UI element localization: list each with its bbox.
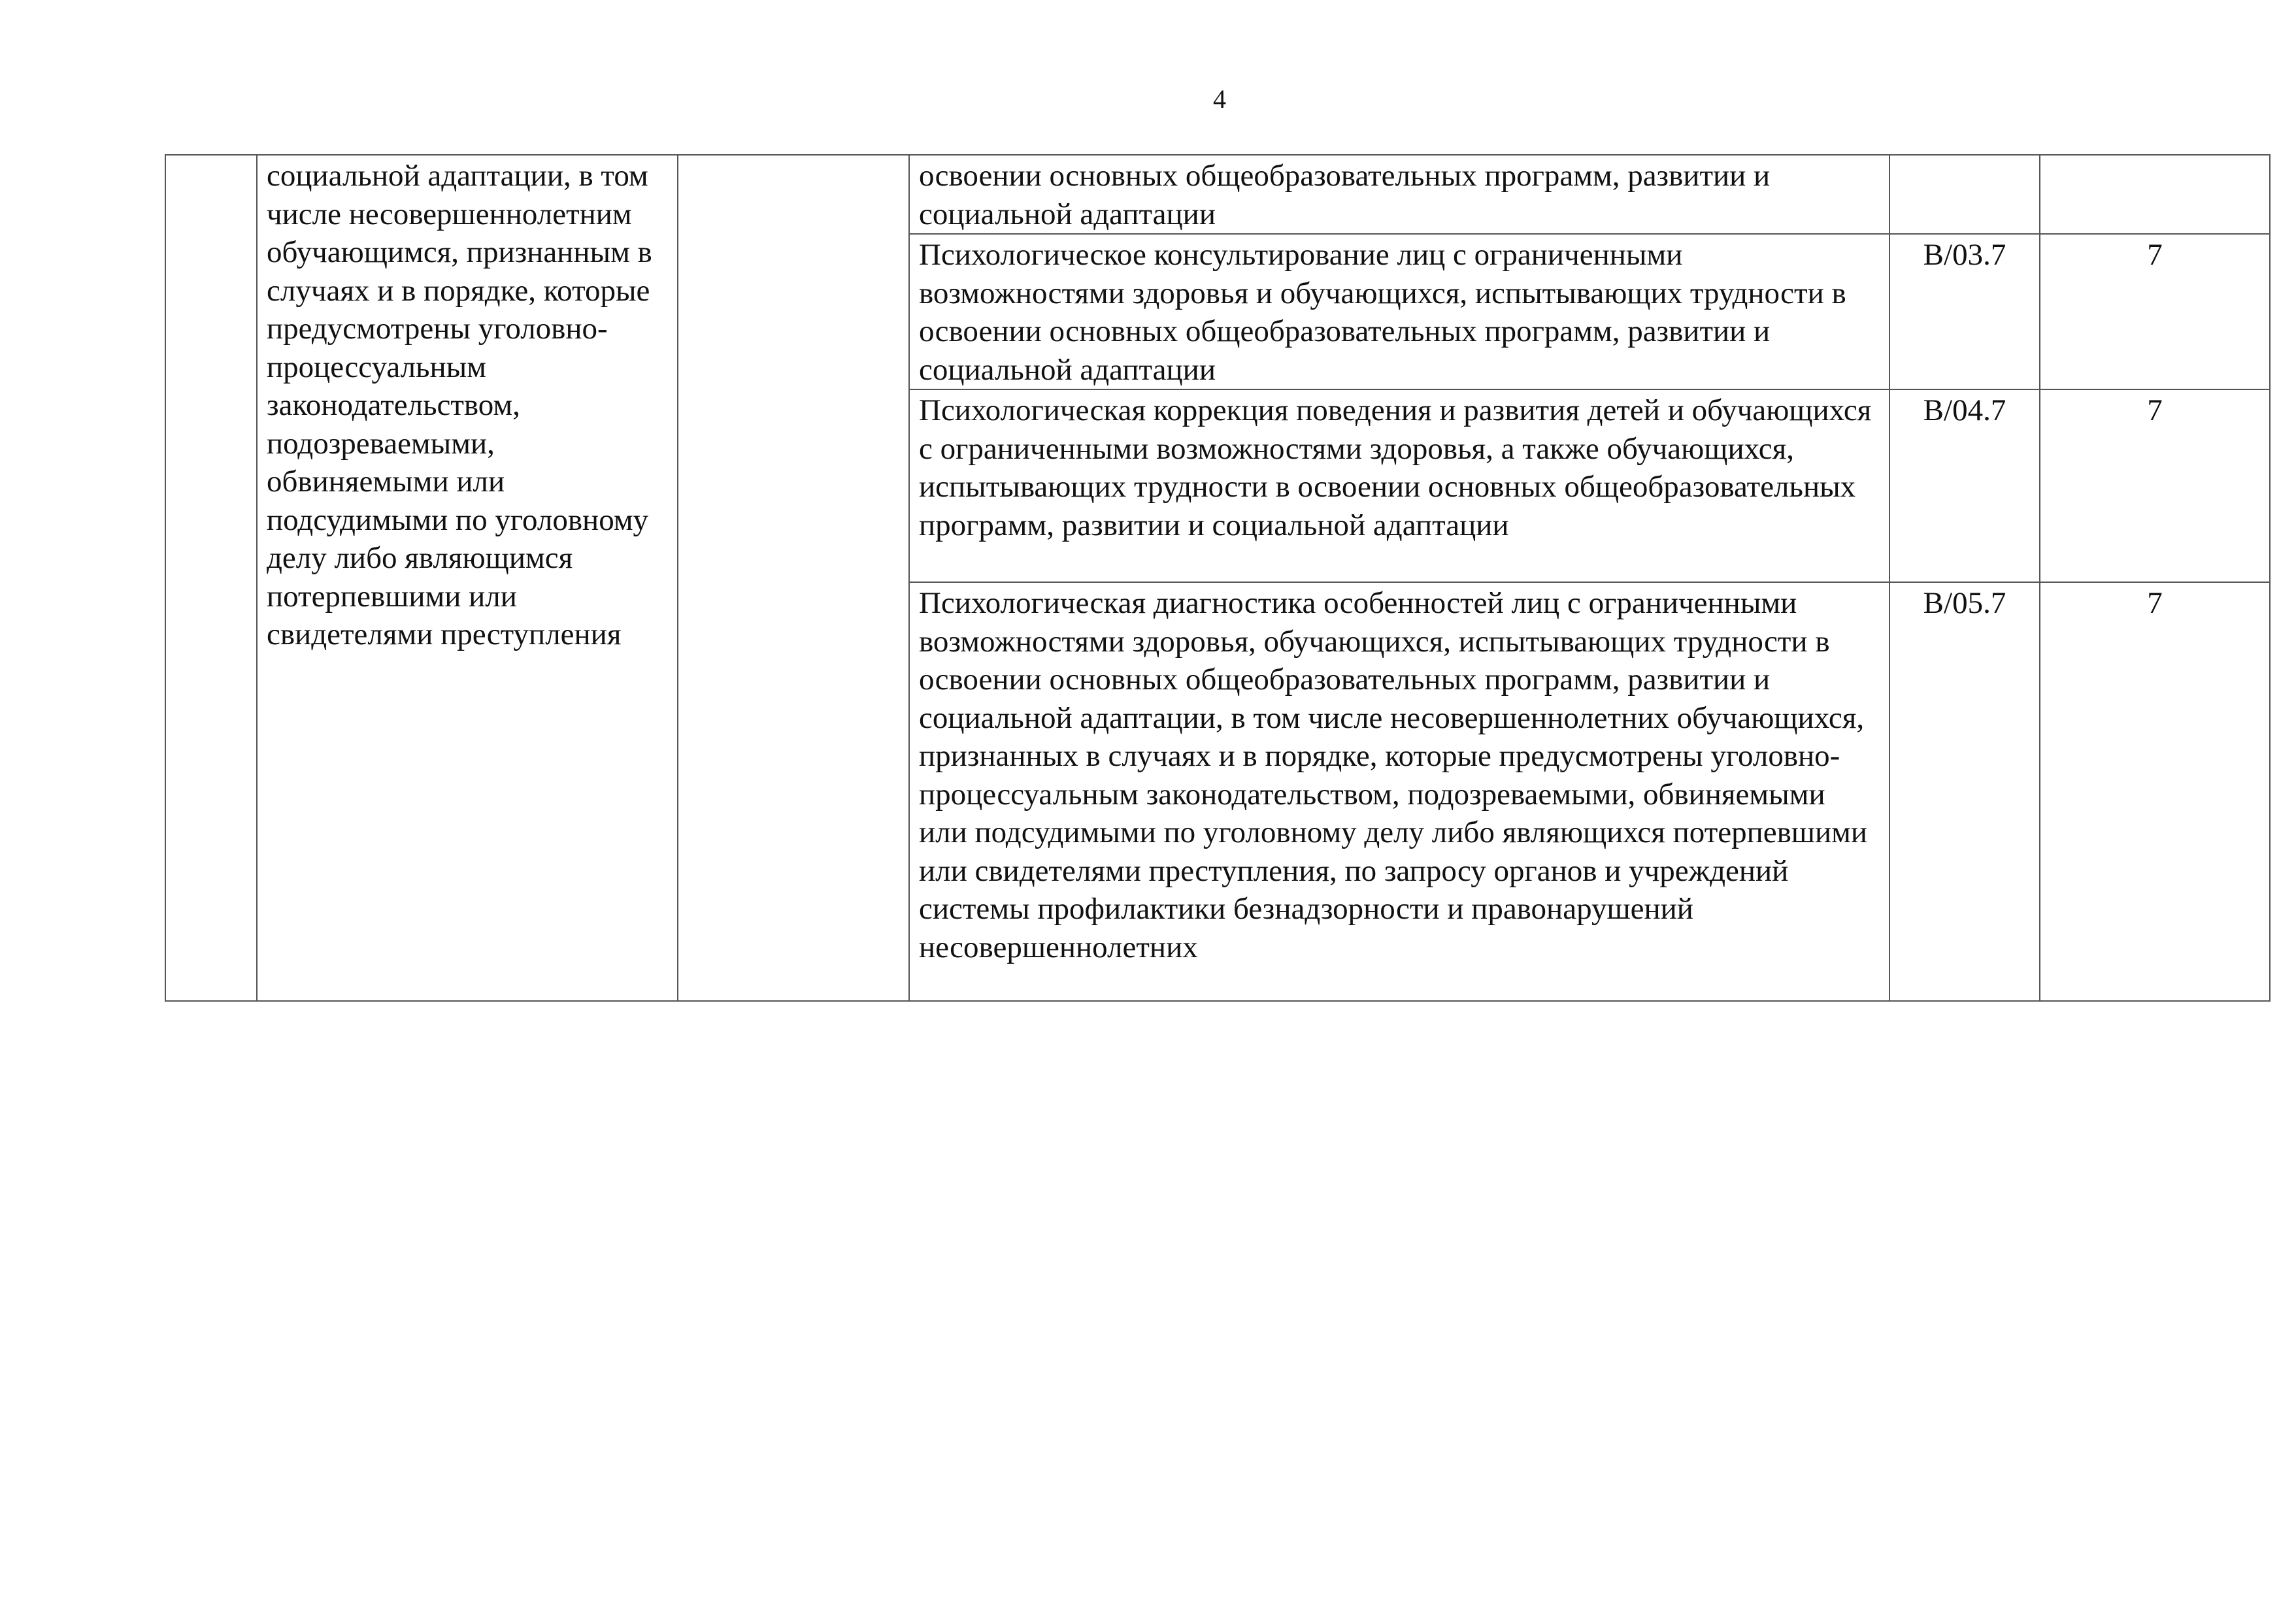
qualification-level-cell: 7 bbox=[2040, 389, 2270, 582]
row-number-cell bbox=[165, 155, 257, 1001]
labor-function-code-cell bbox=[1889, 155, 2040, 234]
generalized-function-name-cell: социальной адаптации, в том числе несовершеннолетним обучающимся, признанным в случаях и в порядке, которые предусмотрены уголовно-процессуальным законодательством, подозреваемыми, обвиняемыми или подсудимыми по уголовному делу либо являющимся потерпевшими или свидетелями преступления bbox=[257, 155, 678, 1001]
qualification-level-cell: 7 bbox=[2040, 582, 2270, 1001]
labor-function-name-cell: освоении основных общеобразовательных программ, развитии и социальной адаптации bbox=[909, 155, 1889, 234]
page-number: 4 bbox=[1213, 84, 1226, 114]
functions-table bbox=[165, 154, 2271, 1002]
labor-function-code-cell: B/05.7 bbox=[1889, 582, 2040, 1001]
qualification-level-cell: 7 bbox=[2040, 234, 2270, 389]
labor-function-name-cell: Психологическое консультирование лиц с ограниченными возможностями здоровья и обучающихся, испытывающих трудности в освоении основных общеобразовательных программ, развитии и социальной адаптации bbox=[909, 234, 1889, 389]
labor-function-name-cell: Психологическая коррекция поведения и развития детей и обучающихся с ограниченными возможностями здоровья, а также обучающихся, испытывающих трудности в освоении основных общеобразовательных программ, развитии и социальной адаптации bbox=[909, 389, 1889, 582]
generalized-function-level-cell bbox=[678, 155, 909, 1001]
qualification-level-cell bbox=[2040, 155, 2270, 234]
labor-function-code-cell: B/03.7 bbox=[1889, 234, 2040, 389]
labor-function-name-cell: Психологическая диагностика особенностей лиц с ограниченными возможностями здоровья, обучающихся, испытывающих трудности в освоении основных общеобразовательных программ, развитии и социальной адаптации, в том числе несовершеннолетних обучающихся, признанных в случаях и в порядке, которые предусмотрены уголовно-процессуальным законодательством, подозреваемыми, обвиняемыми или подсудимыми по уголовному делу либо являющихся потерпевшими или свидетелями преступления, по запросу органов и учреждений системы профилактики безнадзорности и правонарушений несовершеннолетних bbox=[909, 582, 1889, 1001]
labor-function-code-cell: B/04.7 bbox=[1889, 389, 2040, 582]
table-row bbox=[165, 155, 2270, 234]
